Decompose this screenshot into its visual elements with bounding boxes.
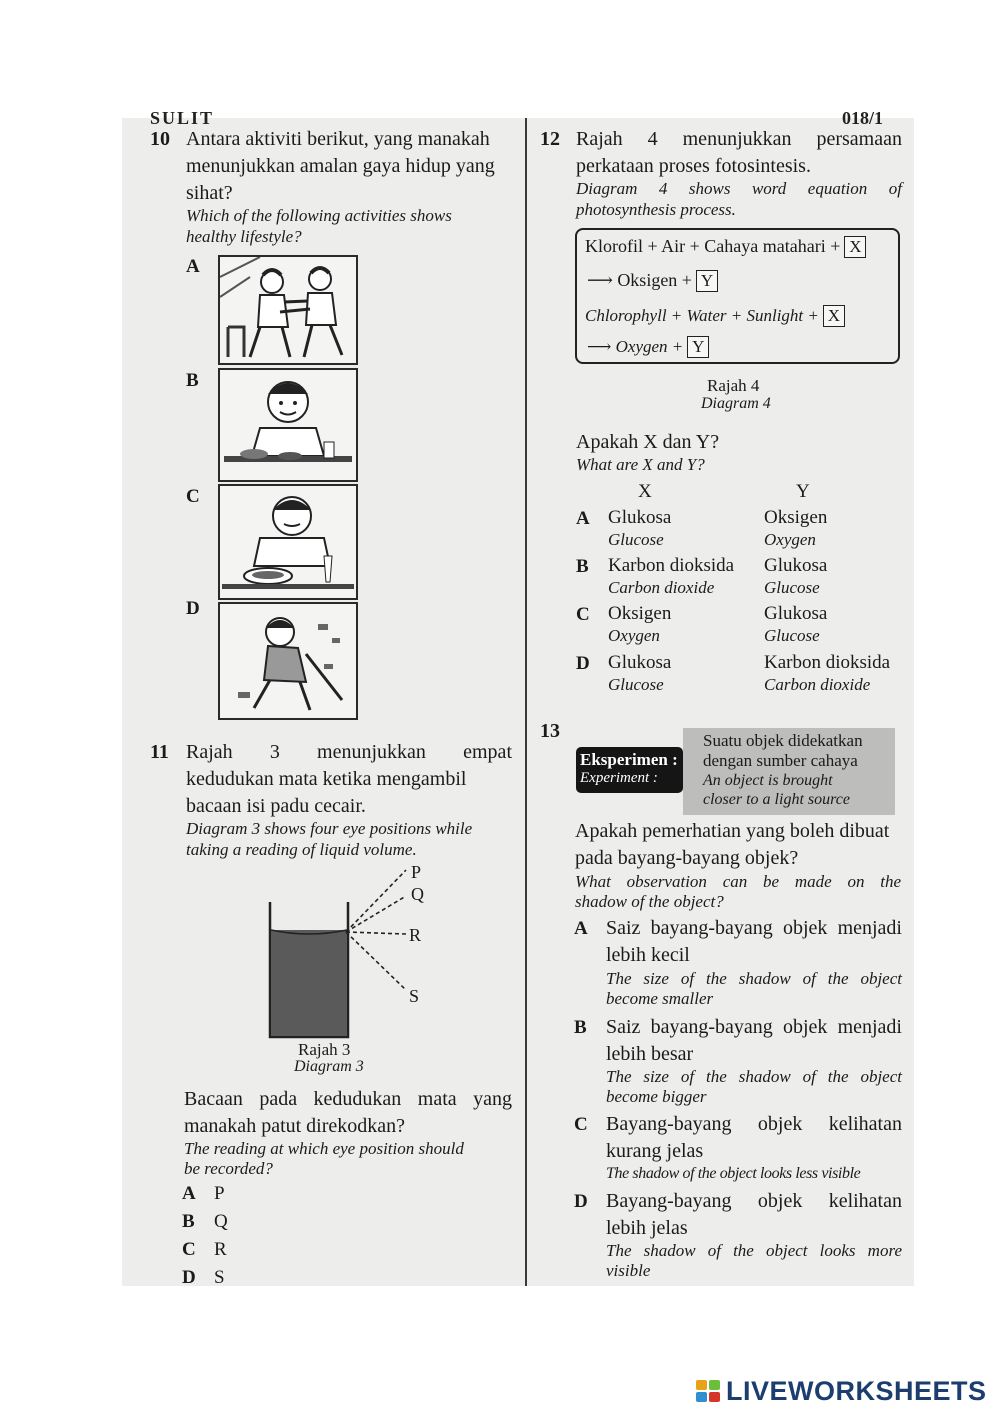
q13-option-a-letter[interactable]: A xyxy=(574,918,588,939)
experiment-label-ms: Eksperimen : xyxy=(580,750,678,769)
equation-en-line-2 xyxy=(587,336,709,358)
q10-option-d-image[interactable] xyxy=(218,602,358,720)
q13-option-a-en-1[interactable]: The size of the shadow of the object xyxy=(606,969,902,988)
q13-option-b-en-1[interactable]: The size of the shadow of the object xyxy=(606,1067,902,1086)
experiment-label xyxy=(576,747,683,793)
q11-option-a-text[interactable]: P xyxy=(214,1183,225,1204)
experiment-ms-1: Suatu objek didekatkan xyxy=(703,731,863,750)
q13-option-c-letter[interactable]: C xyxy=(574,1114,588,1135)
equation-ms-products: Oksigen + xyxy=(617,270,692,290)
boy-with-food-icon xyxy=(220,370,356,480)
q11-option-b-letter[interactable]: B xyxy=(182,1211,195,1232)
brand-name: LIVEWORKSHEETS xyxy=(726,1376,987,1406)
person-sweeping-icon xyxy=(220,604,356,718)
q12-text-en-1: Diagram 4 shows word equation of xyxy=(576,179,902,198)
q13-question-en-2: shadow of the object? xyxy=(575,892,724,911)
y-box: Y xyxy=(687,336,709,358)
q12-option-d-y[interactable] xyxy=(764,652,890,696)
column-divider xyxy=(525,118,527,1286)
q13-option-b-letter[interactable]: B xyxy=(574,1017,587,1038)
q10-option-a-image[interactable] xyxy=(218,255,358,365)
q13-option-a-en-2[interactable]: become smaller xyxy=(606,989,714,1008)
q10-text-en-2: healthy lifestyle? xyxy=(186,227,302,246)
q12-option-c-y[interactable] xyxy=(764,603,827,647)
q13-option-c-en-1[interactable]: The shadow of the object looks less visible xyxy=(606,1165,861,1182)
q13-number: 13 xyxy=(540,720,560,742)
option-d-y-en: Carbon dioxide xyxy=(764,675,871,694)
q10-option-a-letter[interactable]: A xyxy=(186,256,200,277)
option-c-y-en: Glucose xyxy=(764,626,820,645)
children-fighting-icon xyxy=(220,257,356,363)
q13-option-a-ms-2[interactable]: lebih kecil xyxy=(606,944,690,966)
q13-option-b-ms-1[interactable]: Saiz bayang-bayang objek menjadi xyxy=(606,1016,902,1038)
option-b-x-ms: Karbon dioksida xyxy=(608,555,735,576)
header-left-code: SULIT xyxy=(150,108,215,128)
q12-option-c-letter[interactable]: C xyxy=(576,604,590,625)
experiment-label-en: Experiment : xyxy=(580,770,658,786)
option-a-y-en: Oxygen xyxy=(764,530,816,549)
q12-option-a-x[interactable] xyxy=(608,507,671,551)
column-y-header: Y xyxy=(796,481,810,502)
eye-label-q: Q xyxy=(411,884,424,904)
eye-label-p: P xyxy=(411,862,422,882)
q13-option-d-ms-2[interactable]: lebih jelas xyxy=(606,1217,688,1239)
q13-option-d-ms-1[interactable]: Bayang-bayang objek kelihatan xyxy=(606,1190,902,1212)
x-box: X xyxy=(844,236,866,258)
experiment-en-1: An object is brought xyxy=(703,772,833,789)
option-d-x-ms: Glukosa xyxy=(608,652,672,673)
q13-option-d-en-1[interactable]: The shadow of the object looks more xyxy=(606,1241,902,1260)
equation-en-line-1 xyxy=(585,305,845,327)
q10-number: 10 xyxy=(150,128,170,150)
equation-en-reactants: Chlorophyll + Water + Sunlight + xyxy=(585,306,819,325)
q12-question-ms: Apakah X dan Y? xyxy=(576,431,720,453)
eye-label-s: S xyxy=(409,986,420,1006)
column-x-header: X xyxy=(638,481,652,502)
boy-eating-icon xyxy=(220,486,356,598)
q10-text-ms-3: sihat? xyxy=(186,182,233,204)
q11-option-c-letter[interactable]: C xyxy=(182,1239,196,1260)
q10-text-en-1: Which of the following activities shows xyxy=(186,206,452,225)
q10-option-c-image[interactable] xyxy=(218,484,358,600)
q12-text-ms-2: perkataan proses fotosintesis. xyxy=(576,155,811,177)
header-right-code: 018/1 xyxy=(842,108,884,128)
q11-question-ms-2: manakah patut direkodkan? xyxy=(184,1115,406,1137)
q12-option-d-x[interactable] xyxy=(608,652,671,696)
q12-option-b-y[interactable] xyxy=(764,555,827,599)
option-a-x-ms: Glukosa xyxy=(608,507,672,528)
x-box: X xyxy=(823,305,845,327)
q10-option-b-letter[interactable]: B xyxy=(186,370,199,391)
q13-option-a-ms-1[interactable]: Saiz bayang-bayang objek menjadi xyxy=(606,917,902,939)
q13-question-ms-1: Apakah pemerhatian yang boleh dibuat xyxy=(575,820,890,842)
q11-question-en-1: The reading at which eye position should xyxy=(184,1139,464,1158)
q11-option-d-text[interactable]: S xyxy=(214,1267,225,1288)
q13-option-d-letter[interactable]: D xyxy=(574,1191,588,1212)
eye-label-r: R xyxy=(409,925,422,945)
y-box: Y xyxy=(696,270,718,292)
diagram-3-caption-ms: Rajah 3 xyxy=(298,1040,351,1059)
q11-option-a-letter[interactable]: A xyxy=(182,1183,196,1204)
q10-text-ms-2: menunjukkan amalan gaya hidup yang xyxy=(186,155,495,177)
word-equation-box xyxy=(575,228,900,364)
q13-option-d-en-2[interactable]: visible xyxy=(606,1261,651,1280)
q12-option-b-letter[interactable]: B xyxy=(576,556,589,577)
q13-option-b-ms-2[interactable]: lebih besar xyxy=(606,1043,694,1065)
option-c-y-ms: Glukosa xyxy=(764,603,828,624)
arrow-icon: ⟶ xyxy=(587,337,616,356)
q13-option-b-en-2[interactable]: become bigger xyxy=(606,1087,707,1106)
measuring-cylinder-icon xyxy=(262,862,432,1042)
option-b-x-en: Carbon dioxide xyxy=(608,578,715,597)
arrow-icon: ⟶ xyxy=(587,270,618,290)
q11-text-en-2: taking a reading of liquid volume. xyxy=(186,840,417,859)
option-a-x-en: Glucose xyxy=(608,530,664,549)
q10-text-ms-1: Antara aktiviti berikut, yang manakah xyxy=(186,128,490,150)
diagram-3-caption-en: Diagram 3 xyxy=(294,1058,364,1075)
diagram-3-cylinder xyxy=(262,862,432,1042)
option-a-y-ms: Oksigen xyxy=(764,507,828,528)
equation-ms-reactants: Klorofil + Air + Cahaya matahari + xyxy=(585,236,841,256)
q12-option-b-x[interactable] xyxy=(608,555,734,599)
q10-option-c-letter[interactable]: C xyxy=(186,486,200,507)
option-c-x-ms: Oksigen xyxy=(608,603,672,624)
q11-text-en-1: Diagram 3 shows four eye positions while xyxy=(186,819,473,838)
q10-option-d-letter[interactable]: D xyxy=(186,598,200,619)
logo-grid-icon xyxy=(696,1380,722,1404)
q11-text-ms-1: Rajah 3 menunjukkan empat xyxy=(186,741,512,763)
q12-option-c-x[interactable] xyxy=(608,603,671,647)
equation-ms-line-1 xyxy=(585,236,866,258)
equation-en-products: Oxygen + xyxy=(615,337,684,356)
diagram-4-caption-en: Diagram 4 xyxy=(701,395,771,412)
q13-question-ms-2: pada bayang-bayang objek? xyxy=(575,847,799,869)
q13-option-c-ms-2[interactable]: kurang jelas xyxy=(606,1140,704,1162)
q12-text-ms-1: Rajah 4 menunjukkan persamaan xyxy=(576,128,902,150)
q12-number: 12 xyxy=(540,128,560,150)
option-b-y-ms: Glukosa xyxy=(764,555,828,576)
q11-question-en-2: be recorded? xyxy=(184,1159,273,1178)
diagram-4-caption-ms: Rajah 4 xyxy=(707,376,760,395)
experiment-description xyxy=(683,728,895,815)
option-d-x-en: Glucose xyxy=(608,675,664,694)
q11-text-ms-3: bacaan isi padu cecair. xyxy=(186,795,366,817)
q12-option-d-letter[interactable]: D xyxy=(576,653,590,674)
q11-option-d-letter[interactable]: D xyxy=(182,1267,196,1288)
liveworksheets-logo[interactable] xyxy=(696,1376,987,1407)
q11-question-ms-1: Bacaan pada kedudukan mata yang xyxy=(184,1088,512,1110)
equation-ms-line-2 xyxy=(587,270,718,292)
experiment-ms-2: dengan sumber cahaya xyxy=(703,751,858,770)
q11-option-b-text[interactable]: Q xyxy=(214,1211,228,1232)
q13-option-c-ms-1[interactable]: Bayang-bayang objek kelihatan xyxy=(606,1113,902,1135)
q11-number: 11 xyxy=(150,741,169,763)
q12-option-a-letter[interactable]: A xyxy=(576,508,590,529)
q10-option-b-image[interactable] xyxy=(218,368,358,482)
q12-text-en-2: photosynthesis process. xyxy=(576,200,736,219)
q11-text-ms-2: kedudukan mata ketika mengambil xyxy=(186,768,467,790)
option-c-x-en: Oxygen xyxy=(608,626,660,645)
option-d-y-ms: Karbon dioksida xyxy=(764,652,891,673)
q12-option-a-y[interactable] xyxy=(764,507,827,551)
q11-option-c-text[interactable]: R xyxy=(214,1239,227,1260)
q13-question-en-1: What observation can be made on the xyxy=(575,872,901,891)
option-b-y-en: Glucose xyxy=(764,578,820,597)
q12-question-en: What are X and Y? xyxy=(576,455,705,474)
experiment-en-2: closer to a light source xyxy=(703,791,850,808)
